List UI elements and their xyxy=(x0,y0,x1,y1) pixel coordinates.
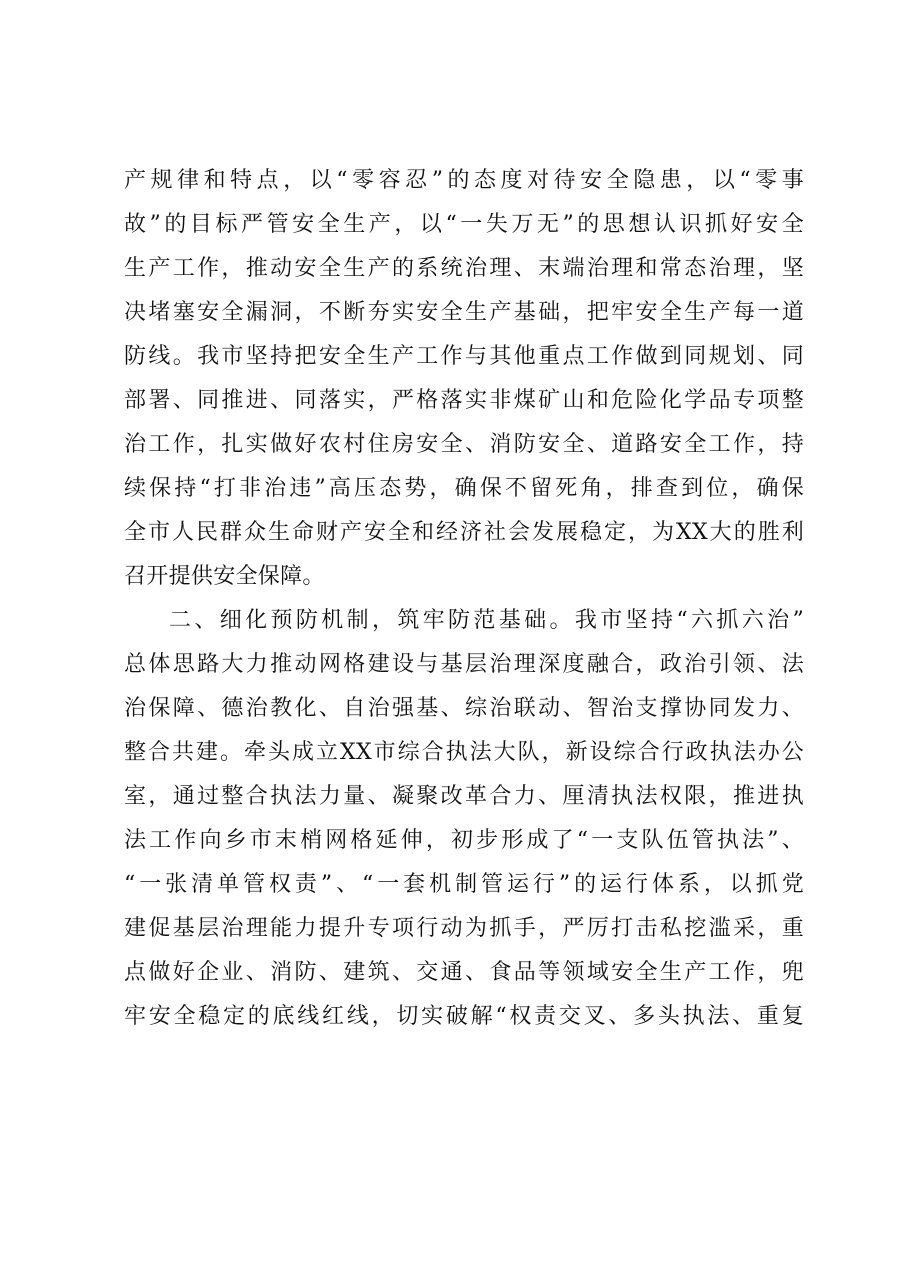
body-text xyxy=(124,163,804,1043)
text-line: 产规律和特点，以“零容忍”的态度对待安全隐患，以“零事 xyxy=(124,168,804,193)
text-line: 防线。我市坚持把安全生产工作与其他重点工作做到同规划、同 xyxy=(124,344,804,369)
text-line: 治保障、德治教化、自治强基、综治联动、智治支撑协同发力、 xyxy=(124,696,804,721)
text-line: 故”的目标严管安全生产，以“一失万无”的思想认识抓好安全 xyxy=(124,212,804,237)
text-line: 续保持“打非治违”高压态势，确保不留死角，排查到位，确保 xyxy=(124,476,804,501)
text-line: 整合共建。牵头成立XX市综合执法大队，新设综合行政执法办公 xyxy=(124,740,804,765)
text-line: 室，通过整合执法力量、凝聚改革合力、厘清执法权限，推进执 xyxy=(124,784,804,809)
text-line: “一张清单管权责”、“一套机制管运行”的运行体系，以抓党 xyxy=(124,872,804,897)
text-line: 牢安全稳定的底线红线，切实破解“权责交叉、多头执法、重复 xyxy=(124,1004,804,1029)
text-line: 点做好企业、消防、建筑、交通、食品等领域安全生产工作，兜 xyxy=(124,960,804,985)
text-line: 建促基层治理能力提升专项行动为抓手，严厉打击私挖滥采，重 xyxy=(124,916,804,941)
paragraph-end-line: 召开提供安全保障。 xyxy=(124,564,325,589)
text-line: 治工作，扎实做好农村住房安全、消防安全、道路安全工作，持 xyxy=(124,432,804,457)
text-line: 总体思路大力推动网格建设与基层治理深度融合，政治引领、法 xyxy=(124,652,804,677)
text-line: 全市人民群众生命财产安全和经济社会发展稳定，为XX大的胜利 xyxy=(124,520,804,545)
text-line: 法工作向乡市末梢网格延伸，初步形成了“一支队伍管执法”、 xyxy=(124,828,804,853)
text-line: 部署、同推进、同落实，严格落实非煤矿山和危险化学品专项整 xyxy=(124,388,804,413)
section-heading-line: 二、细化预防机制，筑牢防范基础。我市坚持“六抓六治” xyxy=(169,608,804,633)
text-line: 决堵塞安全漏洞，不断夯实安全生产基础，把牢安全生产每一道 xyxy=(124,300,804,325)
text-line: 生产工作，推动安全生产的系统治理、末端治理和常态治理，坚 xyxy=(124,256,804,281)
